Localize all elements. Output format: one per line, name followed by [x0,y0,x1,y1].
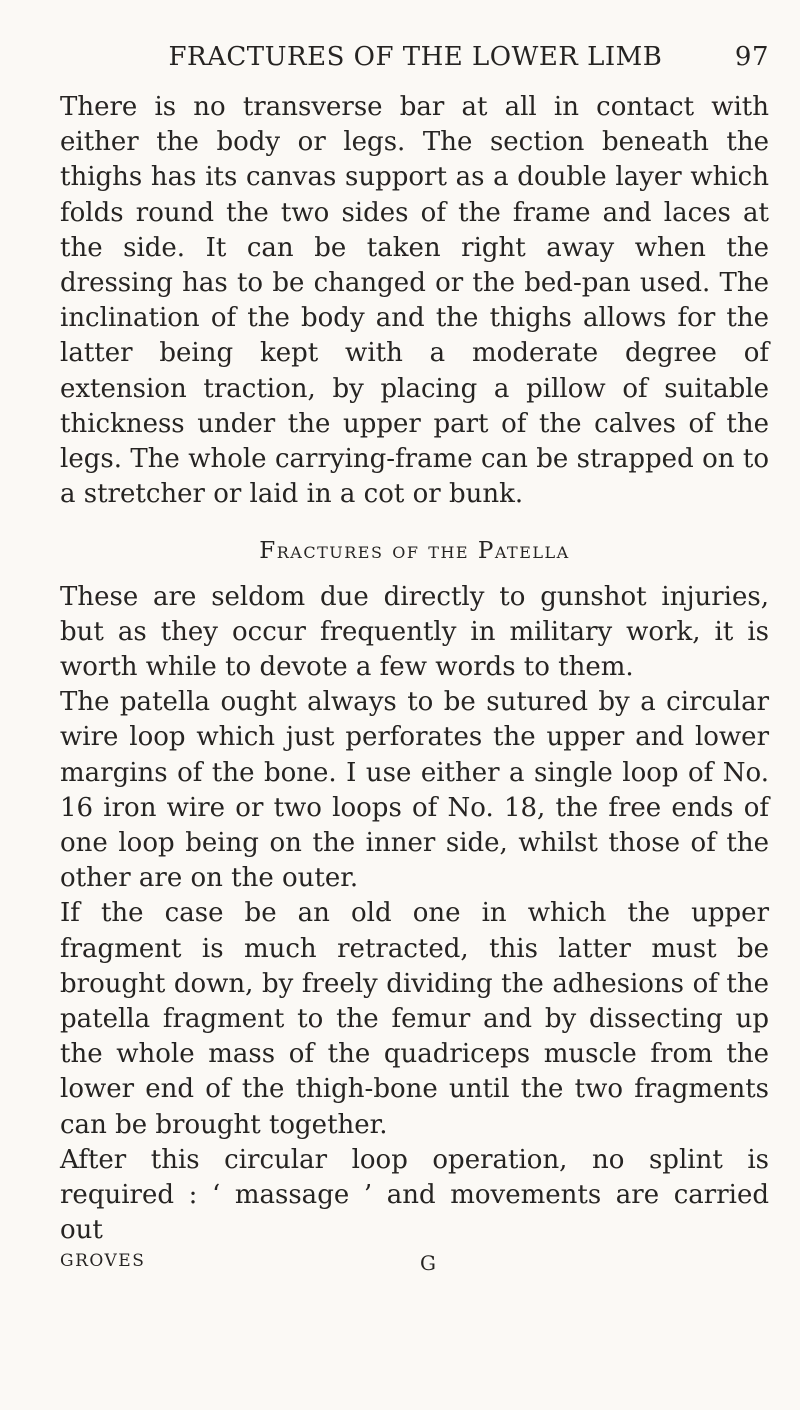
page-number: 97 [734,42,769,72]
paragraph: There is no transverse bar at all in contact with either the body or legs. The section beneath the thighs has its canvas support as a double layer which folds round the two sides of the frame and laces at the side. It can be taken right away when the dressing has to be changed or the bed-pan used. The inclination of the body and the thighs allows for the latter being kept with a moderate degree of extension traction, by placing a pillow of suitable thickness under the upper part of the calves of the legs. The whole carrying-frame can be strapped on to a stretcher or laid in a cot or bunk. [60,92,769,510]
section-heading: Fractures of the Patella [259,538,570,565]
paragraph: After this circular loop operation, no splint is required : ‘ massage ’ and movements are carried out [60,1144,769,1246]
signature-line [60,1251,769,1275]
signature-mark: G [420,1250,436,1275]
paragraph: If the case be an old one in which the upper fragment is much retracted, this latter must be brought down, by freely dividing the adhesions of the patella fragment to the femur and by dissecting up the whole mass of the quadriceps muscle from the lower end of the thigh-bone until the two fragments can be brought together. [60,898,769,1140]
running-head [60,42,769,90]
body-text [60,90,769,1249]
running-head-title: FRACTURES OF THE LOWER LIMB [168,42,663,72]
book-page [60,42,769,1275]
printer-signature: GROVES [60,1250,146,1271]
paragraph: The patella ought always to be sutured by a circular wire loop which just perforates the upper and lower margins of the bone. I use either a single loop of No. 16 iron wire or two loops of No. 18, the free ends of one loop being on the inner side, whilst those of the other are on the outer. [60,687,769,894]
paragraph: These are seldom due directly to gunshot injuries, but as they occur frequently in military work, it is worth while to devote a few words to them. [60,581,769,683]
